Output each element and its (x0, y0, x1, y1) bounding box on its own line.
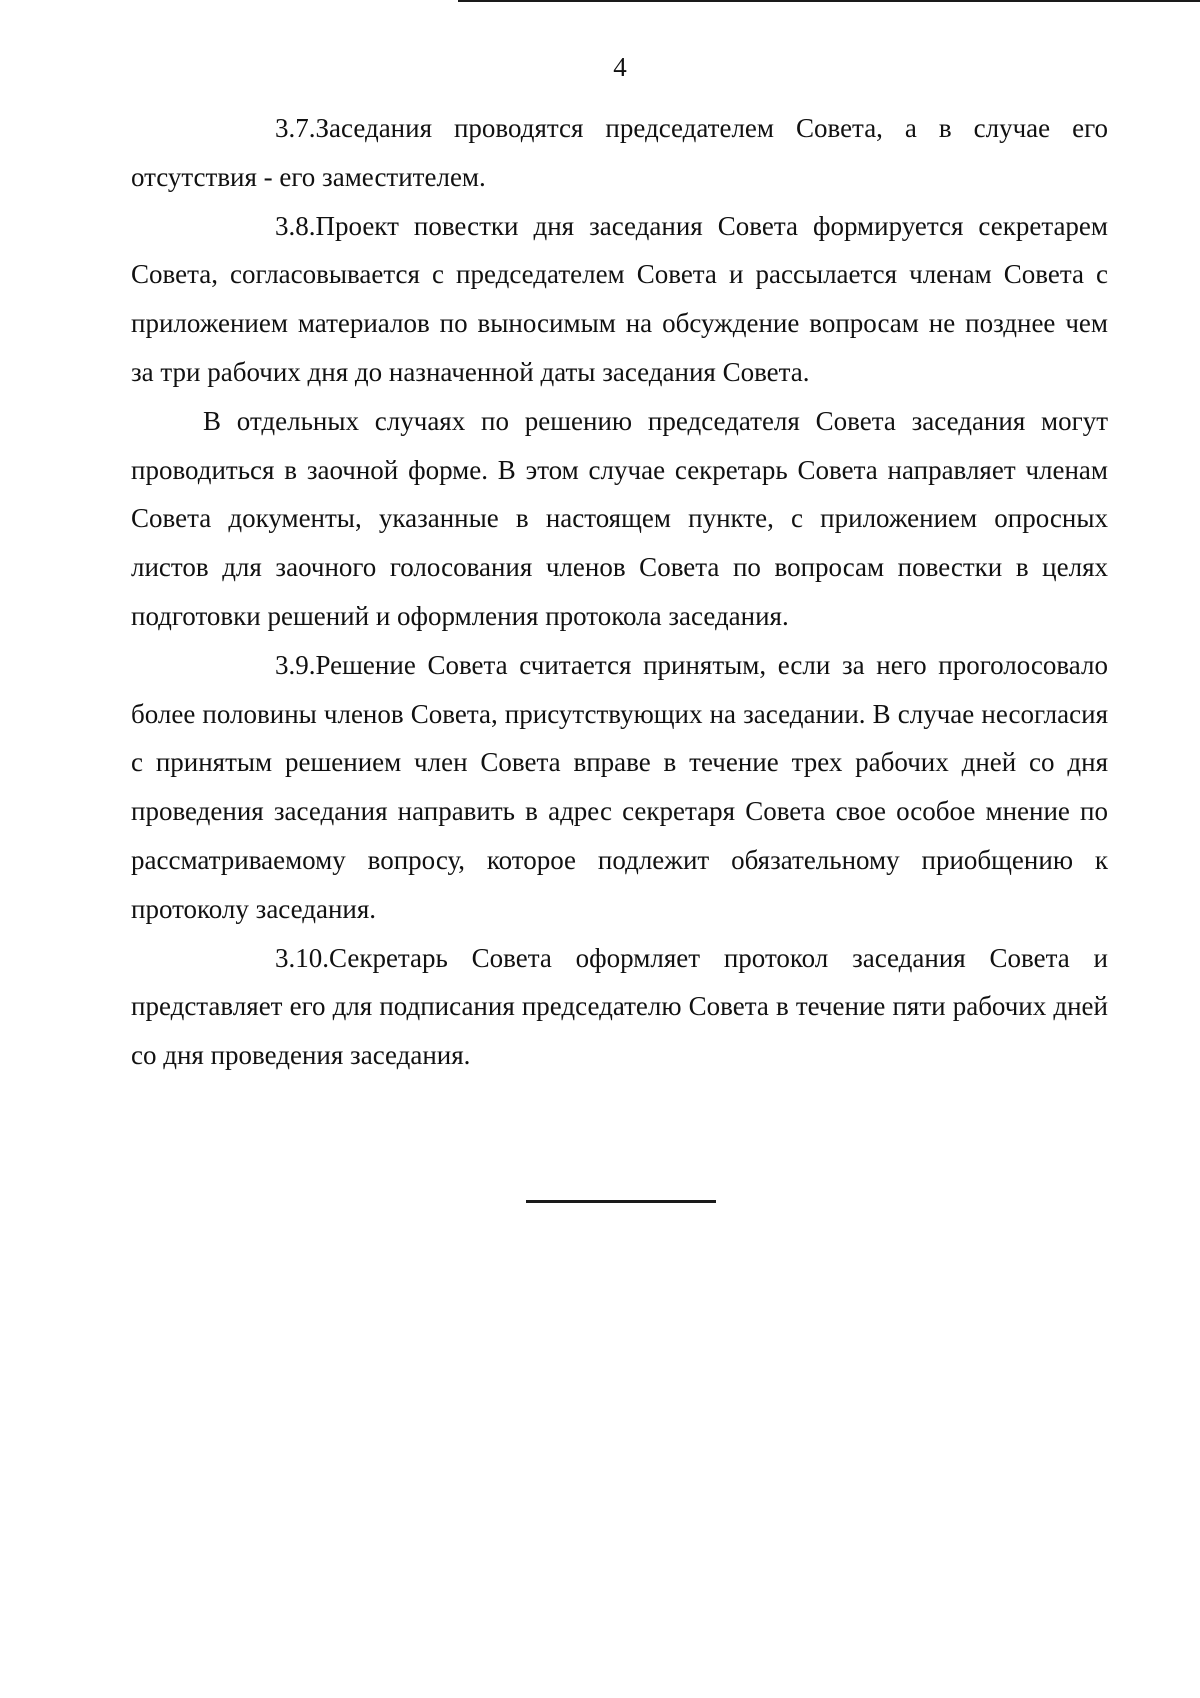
paragraph-3-7 (131, 104, 1108, 202)
paragraph-number: 3.8. (275, 210, 316, 241)
paragraph-3-10 (131, 934, 1108, 1080)
paragraph-text: Решение Совета считается принятым, если за него проголосовало более половины членов Совета, присутствующих на заседании. В случае несогласия с принятым решением член Совета вправе в течение трех рабочих дней со дня проведения заседания направить в адрес секретаря Совета свое особое мнение по рассматриваемому вопросу, которое подлежит обязательному приобщению к протоколу заседания. (131, 649, 1108, 924)
paragraph-text: Проект повестки дня заседания Совета формируется секретарем Совета, согласовывается с председателем Совета и рассылается членам Совета с приложением материалов по выносимым на обсуждение вопросам не позднее чем за три рабочих дня до назначенной даты заседания Совета. (131, 210, 1108, 387)
paragraph-3-8-continuation (131, 397, 1108, 641)
scan-edge-line (458, 0, 1200, 2)
paragraph-text: Заседания проводятся председателем Совета, а в случае его отсутствия - его заместителем. (131, 113, 1108, 192)
paragraph-text: Секретарь Совета оформляет протокол заседания Совета и представляет его для подписания председателю Совета в течение пяти рабочих дней со дня проведения заседания. (131, 942, 1108, 1071)
document-body (131, 104, 1108, 1080)
paragraph-number: 3.7. (275, 113, 316, 143)
paragraph-number: 3.10. (275, 942, 329, 973)
page-number: 4 (613, 52, 627, 82)
end-of-document-rule (526, 1200, 716, 1203)
paragraph-number: 3.9. (275, 649, 316, 680)
paragraph-3-9 (131, 641, 1108, 934)
paragraph-3-8 (131, 202, 1108, 397)
paragraph-text: В отдельных случаях по решению председателя Совета заседания могут проводиться в заочной форме. В этом случае секретарь Совета направляет членам Совета документы, указанные в настоящем пункте, с приложением опросных листов для заочного голосования членов Совета по вопросам повестки в целях подготовки решений и оформления протокола заседания. (131, 405, 1108, 631)
